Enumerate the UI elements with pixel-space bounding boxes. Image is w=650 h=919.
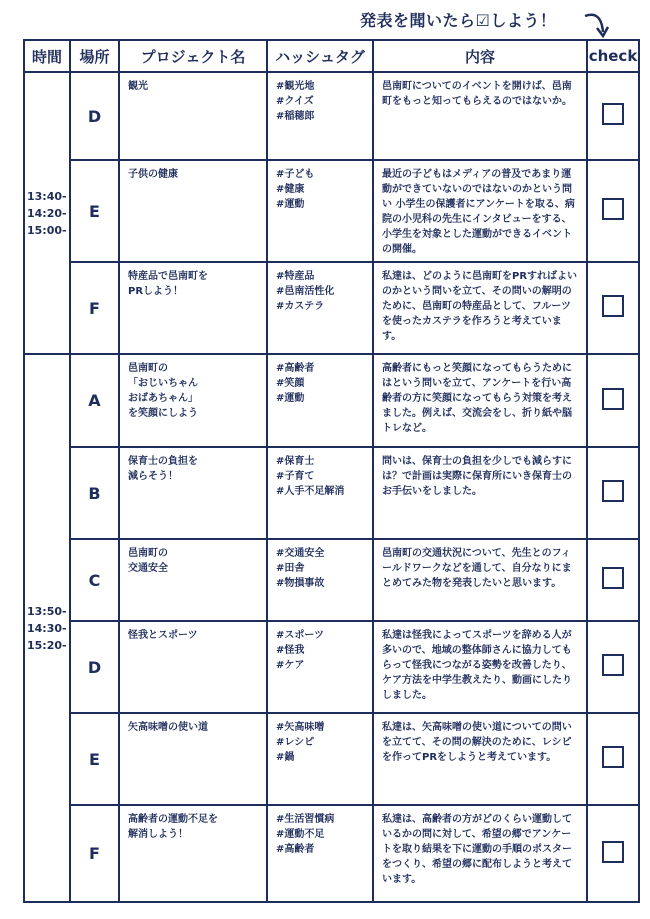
hashtags: #観光地 #クイズ #稲穂郎 — [276, 81, 315, 122]
header-check: check — [587, 40, 639, 72]
hashtags: #スポーツ #怪我 #ケア — [276, 630, 324, 671]
check-box[interactable] — [602, 654, 624, 676]
content-text: 問いは、保育士の負担を少しでも減らすには？で計画は実際に保育所にいき保育士のお手伝いをしました。 — [373, 447, 587, 539]
header-time: 時間 — [24, 40, 70, 72]
header-content: 内容 — [373, 40, 587, 72]
hashtags: #高齢者 #笑顔 #運動 — [276, 363, 315, 404]
hashtags: #保育士 #子育て #人手不足解消 — [276, 456, 345, 497]
table-row — [24, 160, 639, 262]
header-project: プロジェクト名 — [119, 40, 267, 72]
check-box[interactable] — [602, 388, 624, 410]
hashtags: #矢高味噌 #レシピ #鍋 — [276, 722, 325, 763]
project-name: 子供の健康 — [128, 169, 178, 180]
project-name: 矢高味噌の使い道 — [128, 722, 208, 733]
table-row — [24, 354, 639, 447]
place-cell: F — [70, 805, 119, 902]
table-header-row — [24, 40, 639, 72]
project-name: 観光 — [128, 81, 148, 92]
check-box[interactable] — [602, 841, 624, 863]
content-text: 邑南町についてのイベントを開けば、邑南町をもっと知ってもらえるのではないか。 — [373, 72, 587, 160]
content-text: 邑南町の交通状況について、先生とのフィールドワークなどを通して、自分なりにまとめてみた物を発表したいと思います。 — [373, 539, 587, 621]
hashtags: #生活習慣病 #運動不足 #高齢者 — [276, 814, 335, 855]
place-cell: F — [70, 262, 119, 354]
place-cell: D — [70, 621, 119, 713]
place-cell: E — [70, 713, 119, 805]
check-box[interactable] — [602, 198, 624, 220]
table-row — [24, 447, 639, 539]
table-row — [24, 539, 639, 621]
time-slot-1: 13:40- 14:20- 15:00- — [24, 72, 70, 354]
project-name: 特産品で邑南町を PRしよう！ — [128, 271, 208, 297]
project-name: 保育士の負担を 減らそう！ — [128, 456, 198, 482]
hashtags: #交通安全 #田舎 #物損事故 — [276, 548, 325, 589]
content-text: 高齢者にもっと笑顔になってもらうためにはという問いを立て、アンケートを行い高齢者の方に笑顔になってもらう対策を考えました。例えば、交流会をし、折り紙や脳トレなど。 — [373, 354, 587, 447]
header-hashtag: ハッシュタグ — [267, 40, 373, 72]
table-row — [24, 713, 639, 805]
place-cell: C — [70, 539, 119, 621]
content-text: 最近の子どもはメディアの普及であまり運動ができていないのではないのかという問い 小学生の保護者にアンケートを取る、病院の小児科の先生にインタビューをする、小学生を対象とした運動ができるイベントの開催。 — [373, 160, 587, 262]
content-text: 私達は怪我によってスポーツを辞める人が多いので、地域の整体師さんに協力してもらって怪我につながる姿勢を改善したり、ケア方法を中学生教えたり、動画にしたりしました。 — [373, 621, 587, 713]
content-text: 私達は、高齢者の方がどのくらい運動しているかの問に対して、希望の郷でアンケートを取り結果を下に運動の手順のポスターをつくり、希望の郷に配布しようと考えています。 — [373, 805, 587, 902]
check-box[interactable] — [602, 746, 624, 768]
check-box[interactable] — [602, 103, 624, 125]
project-name: 邑南町の 交通安全 — [128, 548, 168, 574]
time-slot-2: 13:50- 14:30- 15:20- — [24, 354, 70, 902]
place-cell: D — [70, 72, 119, 160]
table-row — [24, 262, 639, 354]
project-name: 怪我とスポーツ — [128, 630, 198, 641]
presentation-schedule-table — [23, 39, 640, 903]
table-row — [24, 621, 639, 713]
table-row — [24, 72, 639, 160]
project-name: 高齢者の運動不足を 解消しよう！ — [128, 814, 218, 840]
instruction-note: 発表を聞いたら☑しよう！ — [360, 11, 557, 30]
place-cell: A — [70, 354, 119, 447]
place-cell: E — [70, 160, 119, 262]
check-box[interactable] — [602, 567, 624, 589]
content-text: 私達は、矢高味噌の使い道についての問いを立てて、その問の解決のために、レシピを作ってPRをしようと考えています。 — [373, 713, 587, 805]
check-box[interactable] — [602, 295, 624, 317]
hashtags: #特産品 #邑南活性化 #カステラ — [276, 271, 335, 312]
check-box[interactable] — [602, 480, 624, 502]
hashtags: #子ども #健康 #運動 — [276, 169, 315, 210]
curved-arrow-icon — [583, 10, 611, 40]
header-place: 場所 — [70, 40, 119, 72]
table-row — [24, 805, 639, 902]
place-cell: B — [70, 447, 119, 539]
content-text: 私達は、どのように邑南町をPRすればよいのかという問いを立て、その問いの解明のために、邑南町の特産品として、フルーツを使ったカステラを作ろうと考えています。 — [373, 262, 587, 354]
project-name: 邑南町の 「おじいちゃん おばあちゃん」 を笑顔にしよう — [128, 363, 198, 419]
